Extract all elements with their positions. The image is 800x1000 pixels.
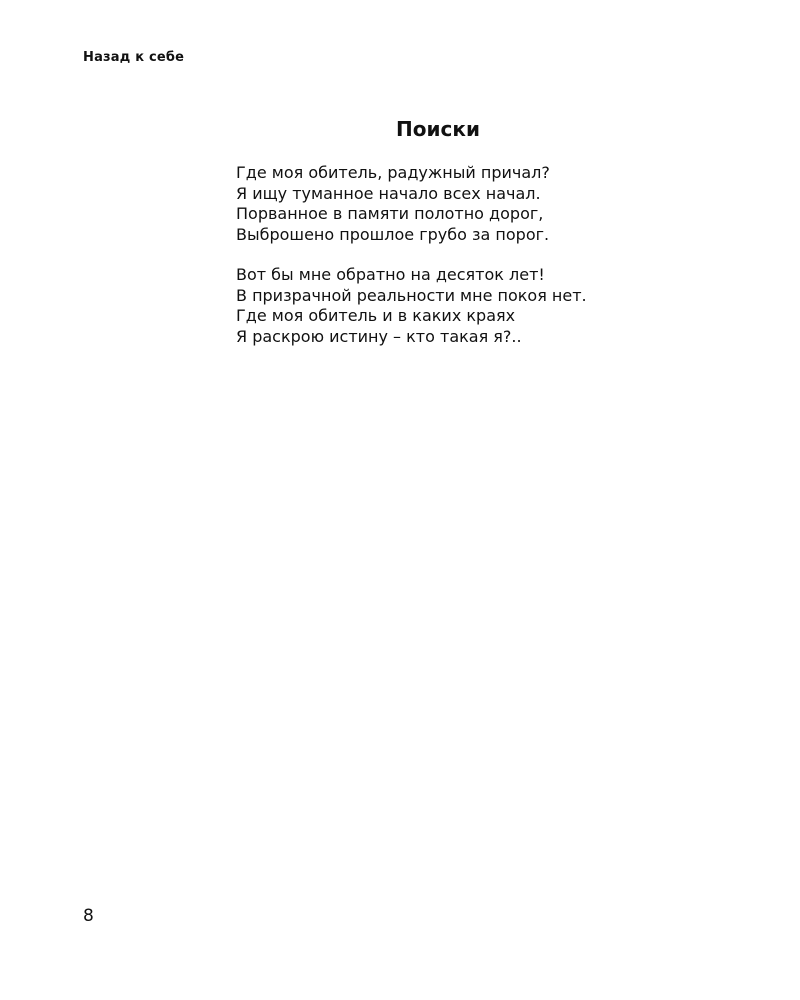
poem-body: [236, 163, 587, 347]
poem-title: Поиски: [396, 117, 480, 141]
verse-line: Вот бы мне обратно на десяток лет!: [236, 265, 545, 284]
verse-line: В призрачной реальности мне покоя нет.: [236, 285, 587, 305]
stanza-1: [236, 163, 587, 245]
verse-line: Я раскрою истину – кто такая я?..: [236, 326, 522, 346]
verse-line: Я ищу туманное начало всех начал.: [236, 183, 541, 203]
verse-line: Выброшено прошлое грубо за порог.: [236, 224, 550, 244]
verse-line: Порванное в памяти полотно дорог,: [236, 204, 544, 223]
running-header: Назад к себе: [83, 50, 185, 65]
verse-line: Где моя обитель, радужный причал?: [236, 163, 550, 182]
stanza-2: [236, 265, 587, 347]
page-number: 8: [83, 906, 94, 926]
verse-line: Где моя обитель и в каких краях: [236, 306, 516, 325]
